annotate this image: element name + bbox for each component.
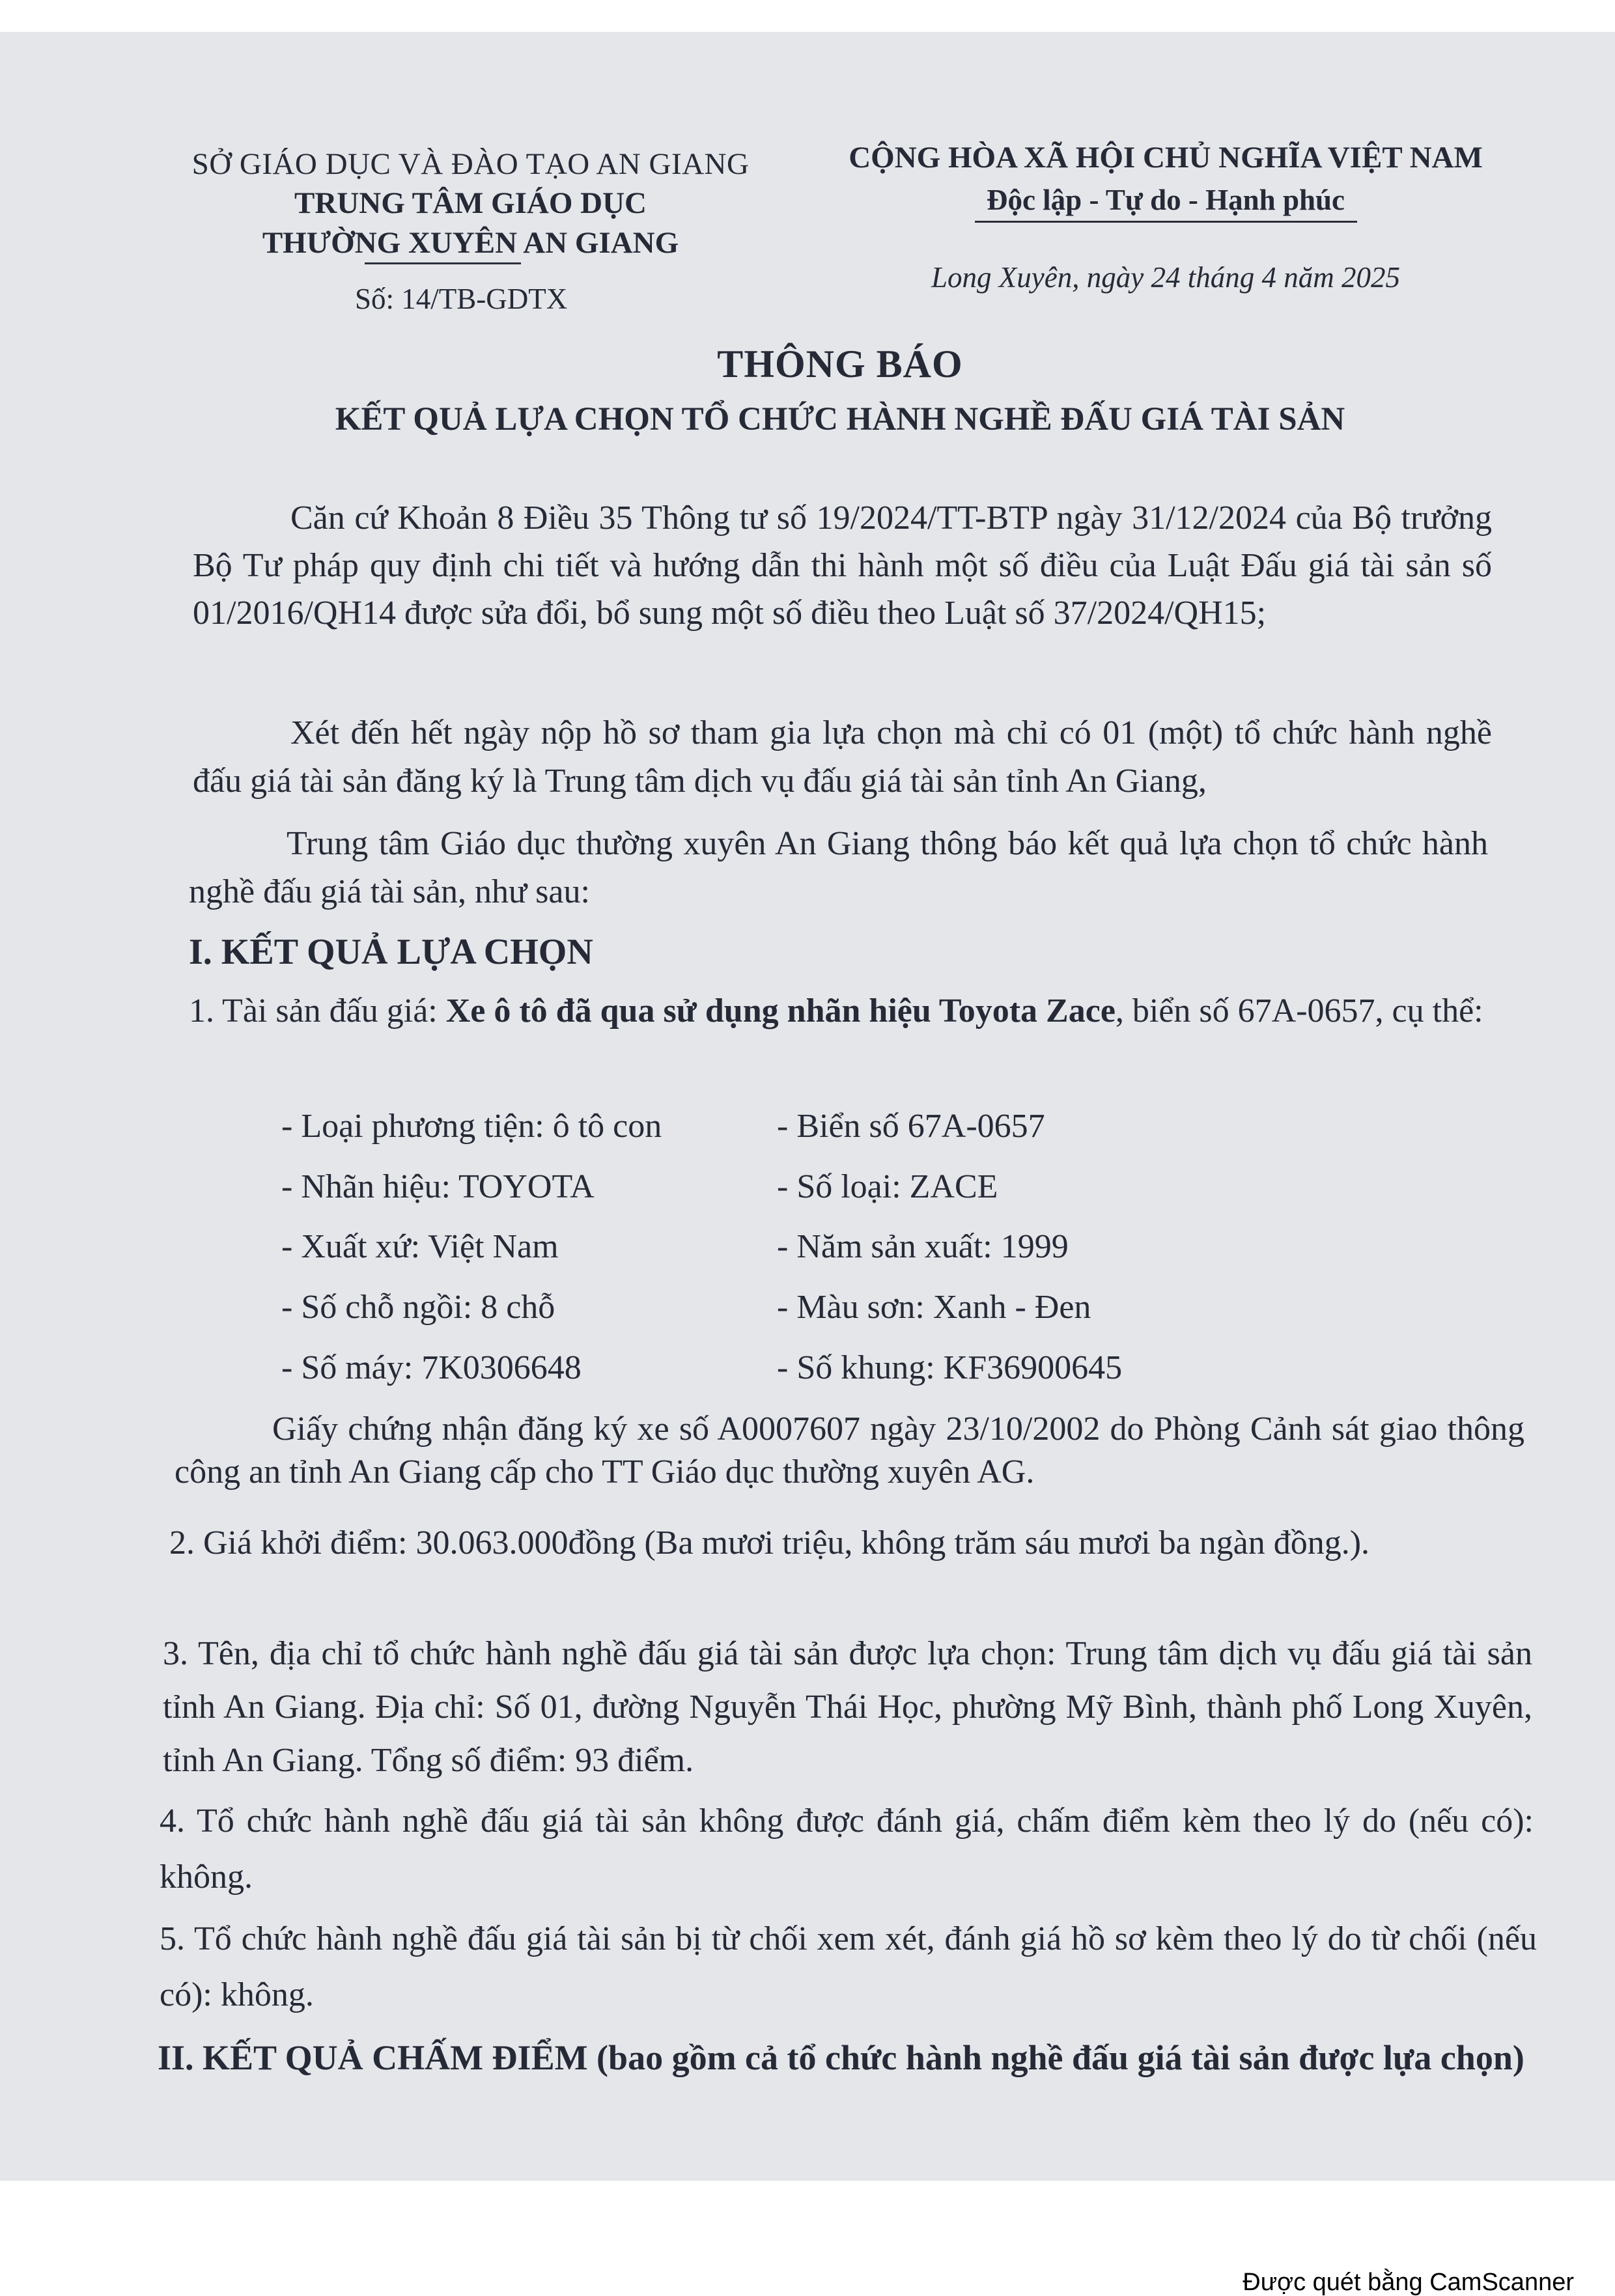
section2-heading: II. KẾT QUẢ CHẤM ĐIỂM (bao gồm cả tổ chức hành nghề đấu giá tài sản được lựa chọn) (158, 2038, 1524, 2077)
left-header-underline (365, 262, 521, 264)
section1-heading: I. KẾT QUẢ LỰA CHỌN (189, 932, 593, 972)
spec-origin: - Xuất xứ: Việt Nam (281, 1228, 559, 1265)
document-title: THÔNG BÁO (717, 343, 963, 385)
center-name-line1: TRUNG TÂM GIÁO DỤC (294, 186, 647, 220)
scanned-page (0, 32, 1615, 2181)
spec-seats: - Số chỗ ngồi: 8 chỗ (281, 1289, 555, 1326)
consideration-paragraph: Xét đến hết ngày nộp hồ sơ tham gia lựa chọn mà chỉ có 01 (một) tổ chức hành nghề đấu giá tài sản đăng ký là Trung tâm dịch vụ đấu giá tài sản tỉnh An Giang, (193, 714, 1492, 800)
issue-date: Long Xuyên, ngày 24 tháng 4 năm 2025 (931, 261, 1400, 294)
rejected-item: 5. Tổ chức hành nghề đấu giá tài sản bị từ chối xem xét, đánh giá hồ sơ kèm theo lý do từ chối (nếu có): không. (160, 1920, 1537, 2013)
spec-brand: - Nhãn hiệu: TOYOTA (281, 1168, 595, 1205)
spec-year: - Năm sản xuất: 1999 (777, 1228, 1069, 1265)
asset-prefix: 1. Tài sản đấu giá: (189, 992, 446, 1029)
nation-name: CỘNG HÒA XÃ HỘI CHỦ NGHĨA VIỆT NAM (849, 141, 1483, 175)
selected-organization-item: 3. Tên, địa chỉ tổ chức hành nghề đấu giá tài sản được lựa chọn: Trung tâm dịch vụ đấu giá tài sản tỉnh An Giang. Địa chỉ: Số 01, đường Nguyễn Thái Học, phường Mỹ Bình, thành phố Long Xuyên, tỉnh An Giang. Tổng số điểm: 93 điểm. (163, 1635, 1532, 1779)
spec-plate-number: - Biển số 67A-0657 (777, 1108, 1045, 1145)
document-number: Số: 14/TB-GDTX (355, 283, 568, 315)
scanner-watermark: Được quét bằng CamScanner (1243, 2269, 1574, 2296)
spec-engine-number: - Số máy: 7K0306648 (281, 1349, 582, 1386)
spec-vehicle-type: - Loại phương tiện: ô tô con (281, 1108, 662, 1145)
asset-suffix: , biển số 67A-0657, cụ thể: (1115, 992, 1483, 1029)
center-name-line2: THƯỜNG XUYÊN AN GIANG (262, 226, 679, 260)
asset-name: Xe ô tô đã qua sử dụng nhãn hiệu Toyota Zace (445, 992, 1116, 1029)
starting-price-item: 2. Giá khởi điểm: 30.063.000đồng (Ba mươi triệu, không trăm sáu mươi ba ngàn đồng.). (169, 1524, 1370, 1561)
not-evaluated-item: 4. Tổ chức hành nghề đấu giá tài sản không được đánh giá, chấm điểm kèm theo lý do (nếu có): không. (160, 1802, 1534, 1896)
asset-paragraph (189, 988, 1488, 1035)
document-subtitle: KẾT QUẢ LỰA CHỌN TỔ CHỨC HÀNH NGHỀ ĐẤU GIÁ TÀI SẢN (335, 401, 1345, 438)
spec-chassis-number: - Số khung: KF36900645 (777, 1349, 1123, 1386)
motto-underline (975, 221, 1357, 223)
spec-color: - Màu sơn: Xanh - Đen (777, 1289, 1091, 1326)
registration-paragraph: Giấy chứng nhận đăng ký xe số A0007607 ngày 23/10/2002 do Phòng Cảnh sát giao thông công an tỉnh An Giang cấp cho TT Giáo dục thường xuyên AG. (175, 1410, 1524, 1491)
spec-model: - Số loại: ZACE (777, 1168, 998, 1205)
announcement-paragraph: Trung tâm Giáo dục thường xuyên An Giang thông báo kết quả lựa chọn tổ chức hành nghề đấu giá tài sản, như sau: (189, 825, 1488, 910)
department-name: SỞ GIÁO DỤC VÀ ĐÀO TẠO AN GIANG (191, 147, 750, 181)
legal-basis-paragraph: Căn cứ Khoản 8 Điều 35 Thông tư số 19/2024/TT-BTP ngày 31/12/2024 của Bộ trưởng Bộ Tư pháp quy định chi tiết và hướng dẫn thi hành một số điều của Luật Đấu giá tài sản số 01/2016/QH14 được sửa đổi, bổ sung một số điều theo Luật số 37/2024/QH15; (193, 499, 1492, 632)
national-motto: Độc lập - Tự do - Hạnh phúc (986, 184, 1345, 216)
